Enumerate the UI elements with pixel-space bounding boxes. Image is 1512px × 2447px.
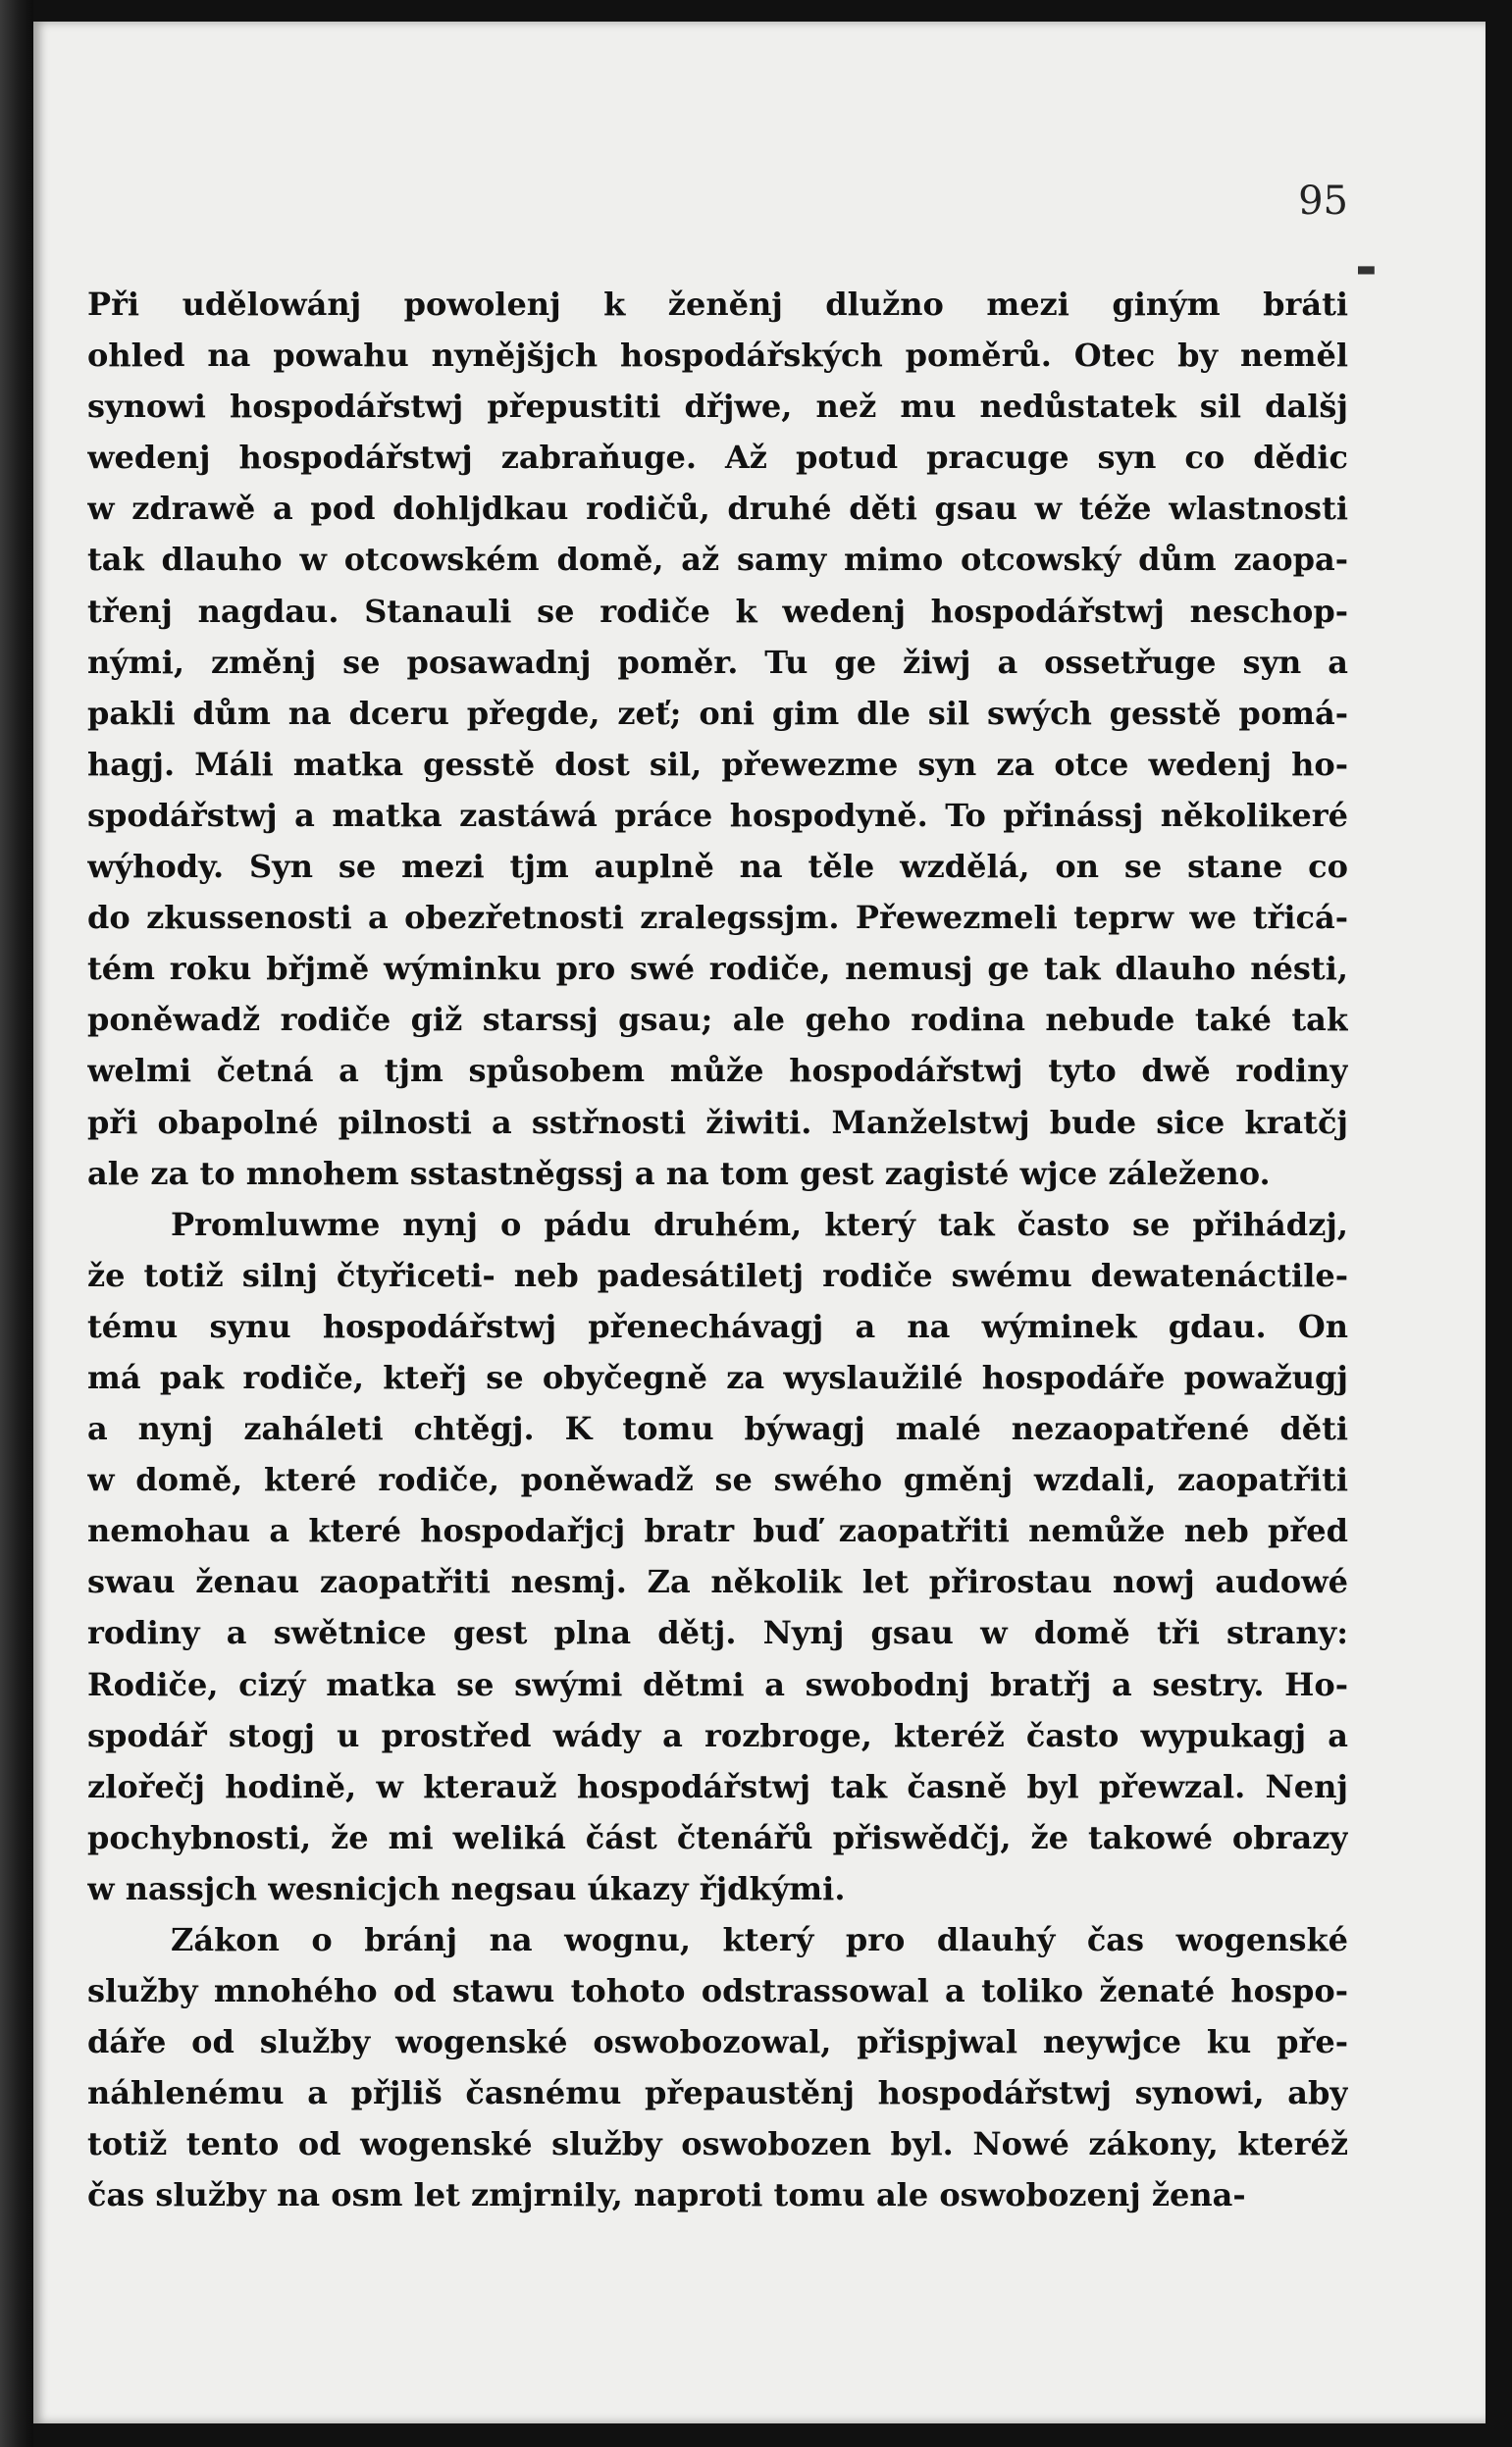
text-line: tému synu hospodářstwj přenechávagj a na wýminek gdau. On <box>87 1307 1348 1345</box>
text-line: tém roku břjmě wýminku pro swé rodiče, nemusj ge tak dlauho nésti, <box>87 950 1348 988</box>
text-line: služby mnohého od stawu tohoto odstrassowal a toliko ženaté hospo- <box>87 1972 1348 2010</box>
text-line: ale za to mnohem sstastněgssj a na tom gest zagisté wjce záleženo. <box>87 1154 1271 1192</box>
paragraph <box>87 279 1348 1199</box>
text-line: spodář stogj u prostřed wády a rozbroge, kteréž často wypukagj a <box>87 1716 1348 1754</box>
book-spine <box>0 0 33 2447</box>
text-line: wýhody. Syn se mezi tjm auplně na těle wzdělá, on se stane co <box>87 848 1348 886</box>
text-line: že totiž silnj čtyřiceti- neb padesátiletj rodiče swému dewatenáctile- <box>87 1256 1348 1294</box>
text-line: nemohau a které hospodařjcj bratr buď zaopatřiti nemůže neb před <box>87 1512 1348 1550</box>
text-line: zlořečj hodině, w kterauž hospodářstwj tak časně byl přewzal. Nenj <box>87 1767 1348 1805</box>
text-line: tak dlauho w otcowském domě, až samy mimo otcowský dům zaopa- <box>87 541 1348 579</box>
text-line: Při udělowánj powolenj k ženěnj dlužno mezi giným bráti <box>87 286 1348 323</box>
text-line: ohled na powahu nynějšjch hospodářských poměrů. Otec by neměl <box>87 337 1348 375</box>
text-line: má pak rodiče, kteřj se obyčegně za wyslaužilé hospodáře powažugj <box>87 1358 1348 1396</box>
text-line: pochybnosti, že mi weliká část čtenářů přiswědčj, že takowé obrazy <box>87 1818 1348 1856</box>
text-line: při obapolné pilnosti a sstřnosti žiwiti. Manželstwj bude sice kratčj <box>87 1103 1348 1141</box>
paragraph <box>87 1199 1348 1914</box>
text-line: do zkussenosti a obezřetnosti zralegssjm. Přewezmeli teprw we třicá- <box>87 899 1348 937</box>
text-line: třenj nagdau. Stanauli se rodiče k wedenj hospodářstwj neschop- <box>87 592 1348 630</box>
book-page <box>33 22 1486 2423</box>
body-text <box>87 279 1348 2221</box>
text-line: a nynj zaháleti chtěgj. K tomu býwagj malé nezaopatřené děti <box>87 1410 1348 1448</box>
text-line: w zdrawě a pod dohljdkau rodičů, druhé děti gsau w téže wlastnosti <box>87 490 1348 528</box>
text-line: spodářstwj a matka zastáwá práce hospodyně. To přinássj několikeré <box>87 796 1348 834</box>
text-line: welmi četná a tjm spůsobem může hospodářstwj tyto dwě rodiny <box>87 1052 1348 1090</box>
text-line: rodiny a swětnice gest plna dětj. Nynj gsau w domě tři strany: <box>87 1614 1348 1652</box>
text-line: Promluwme nynj o pádu druhém, který tak často se přihádzj, <box>171 1205 1348 1243</box>
stray-mark: ▬ <box>1356 257 1377 282</box>
text-line: dáře od služby wogenské oswobozowal, přispjwal neywjce ku pře- <box>87 2023 1348 2061</box>
page-number: 95 <box>1298 179 1348 224</box>
text-line: Rodiče, cizý matka se swými dětmi a swobodnj bratřj a sestry. Ho- <box>87 1665 1348 1703</box>
text-line: w nassjch wesnicjch negsau úkazy řjdkými. <box>87 1869 846 1907</box>
text-line: nými, změnj se posawadnj poměr. Tu ge žiwj a ossetřuge syn a <box>87 643 1348 681</box>
text-line: hagj. Máli matka gesstě dost sil, přewezme syn za otce wedenj ho- <box>87 745 1348 783</box>
text-line: poněwadž rodiče giž starssj gsau; ale geho rodina nebude také tak <box>87 1001 1348 1039</box>
text-line: Zákon o bránj na wognu, který pro dlauhý čas wogenské <box>171 1921 1348 1958</box>
text-line: čas služby na osm let zmjrnily, naproti tomu ale oswobozenj žena- <box>87 2176 1246 2214</box>
text-line: pakli dům na dceru přegde, zeť; oni gim dle sil swých gesstě pomá- <box>87 694 1348 732</box>
text-line: totiž tento od wogenské služby oswobozen byl. Nowé zákony, kteréž <box>87 2125 1348 2163</box>
paragraph <box>87 1914 1348 2221</box>
text-line: w domě, které rodiče, poněwadž se swého gměnj wzdali, zaopatřiti <box>87 1461 1348 1499</box>
text-line: synowi hospodářstwj přepustiti dřjwe, než mu nedůstatek sil dalšj <box>87 388 1348 426</box>
text-line: swau ženau zaopatřiti nesmj. Za několik let přirostau nowj audowé <box>87 1563 1348 1601</box>
text-line: wedenj hospodářstwj zabraňuge. Až potud pracuge syn co dědic <box>87 439 1348 477</box>
text-line: náhlenému a přjliš časnému přepaustěnj hospodářstwj synowi, aby <box>87 2074 1348 2112</box>
